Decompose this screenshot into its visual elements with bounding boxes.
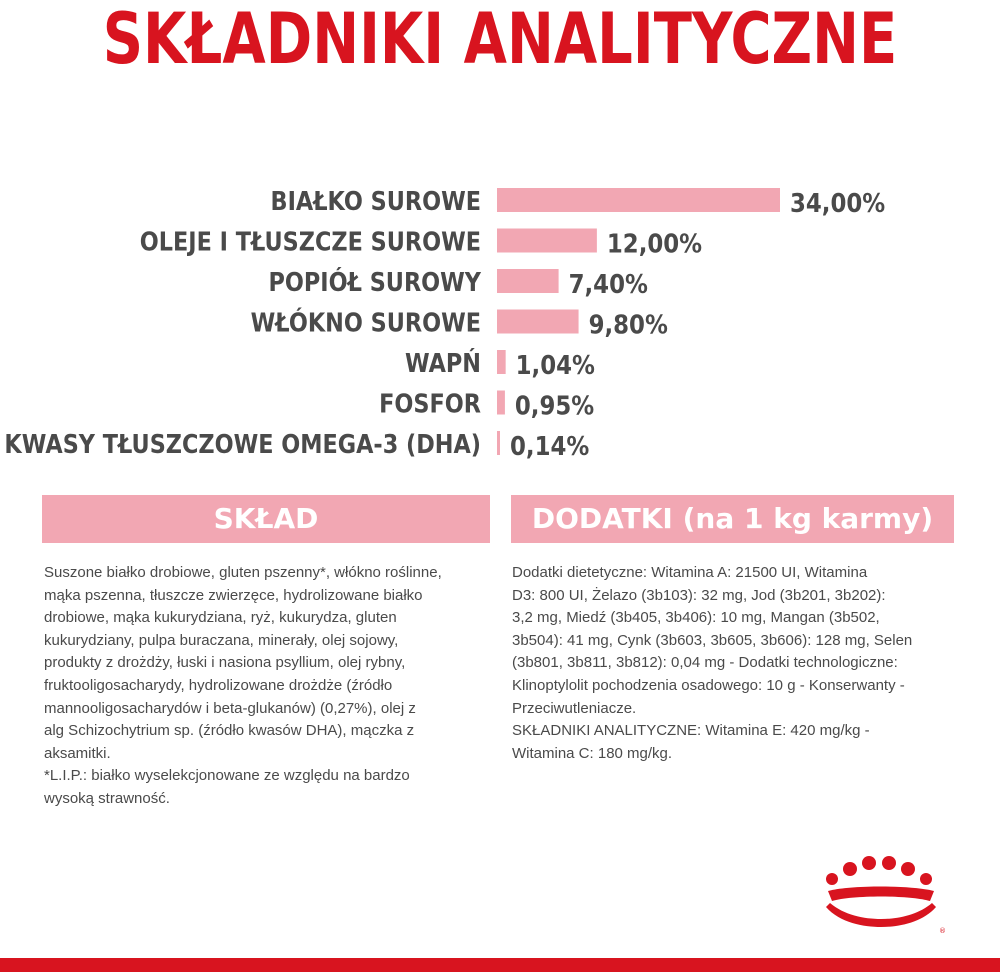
value-label: 1,04% bbox=[515, 349, 595, 381]
bar bbox=[497, 391, 505, 415]
category-label: KWASY TŁUSZCZOWE OMEGA-3 (DHA) bbox=[4, 428, 481, 460]
bar bbox=[497, 269, 559, 293]
crown-icon bbox=[820, 855, 946, 935]
composition-header: SKŁAD bbox=[42, 495, 490, 543]
value-label: 0,95% bbox=[514, 390, 595, 421]
page-title: SKŁADNIKI ANALITYCZNE bbox=[102, 0, 898, 80]
value-label: 34,00% bbox=[790, 187, 886, 219]
bar bbox=[497, 310, 579, 334]
value-label: 7,40% bbox=[568, 268, 648, 300]
analytical-constituents-chart bbox=[0, 170, 1000, 470]
composition-text-block bbox=[44, 562, 484, 811]
category-label: FOSFOR bbox=[379, 387, 481, 419]
value-label: 12,00% bbox=[606, 228, 703, 259]
additives-text: Dodatki dietetyczne: Witamina A: 21500 UI, Witamina D3: 800 UI, Żelazo (3b103): 32 mg, Jod (3b201, 3b202): 3,2 mg, Miedź (3b405, 3b406): 10 mg, Mangan (3b502, 3b504): 41 mg, Cynk (3b603, 3b605, 3b606): 128 mg, Selen (3b801, 3b811, 3b812): 0,04 mg - Dodatki technologiczne: Klinoptylolit pochodzenia osadowego: 10 g - Konserwanty - Przeciwutleniacze. SKŁADNIKI ANALITYCZNE: Witamina E: 420 mg/kg - Witamina C: 180 mg/kg. bbox=[512, 564, 913, 762]
category-label: POPIÓŁ SUROWY bbox=[268, 266, 481, 298]
category-label: WŁÓKNO SUROWE bbox=[250, 306, 481, 338]
svg-text:®: ® bbox=[939, 927, 946, 935]
additives-text-block bbox=[512, 562, 957, 765]
category-label: WAPŃ bbox=[404, 347, 481, 379]
bar bbox=[497, 350, 506, 374]
category-label: OLEJE I TŁUSZCZE SUROWE bbox=[139, 225, 482, 257]
category-label: BIAŁKO SUROWE bbox=[270, 185, 481, 217]
value-label: 0,14% bbox=[510, 430, 590, 462]
bar bbox=[497, 431, 500, 455]
value-label: 9,80% bbox=[588, 309, 668, 340]
additives-header: DODATKI (na 1 kg karmy) bbox=[511, 495, 954, 543]
footer-accent-bar bbox=[0, 958, 1000, 972]
bar bbox=[497, 188, 780, 212]
composition-text: Suszone białko drobiowe, gluten pszenny*, włókno roślinne, mąka pszenna, tłuszcze zwierzęce, hydrolizowane białko drobiowe, mąka kukurydziana, ryż, kukurydza, gluten kukurydziany, pulpa buraczana, minerały, olej sojowy, produkty z drożdży, łuski i nasiona psyllium, olej rybny, fruktooligosacharydy, hydrolizowane drożdże (źródło mannooligosacharydów i beta-glukanów) (0,27%), olej z alg Schizochytrium sp. (źródło kwasów DHA), mączka z aksamitki. *L.I.P.: białko wyselekcjonowane ze względu na bardzo wysoką strawność. bbox=[44, 564, 442, 807]
bar bbox=[497, 229, 597, 253]
